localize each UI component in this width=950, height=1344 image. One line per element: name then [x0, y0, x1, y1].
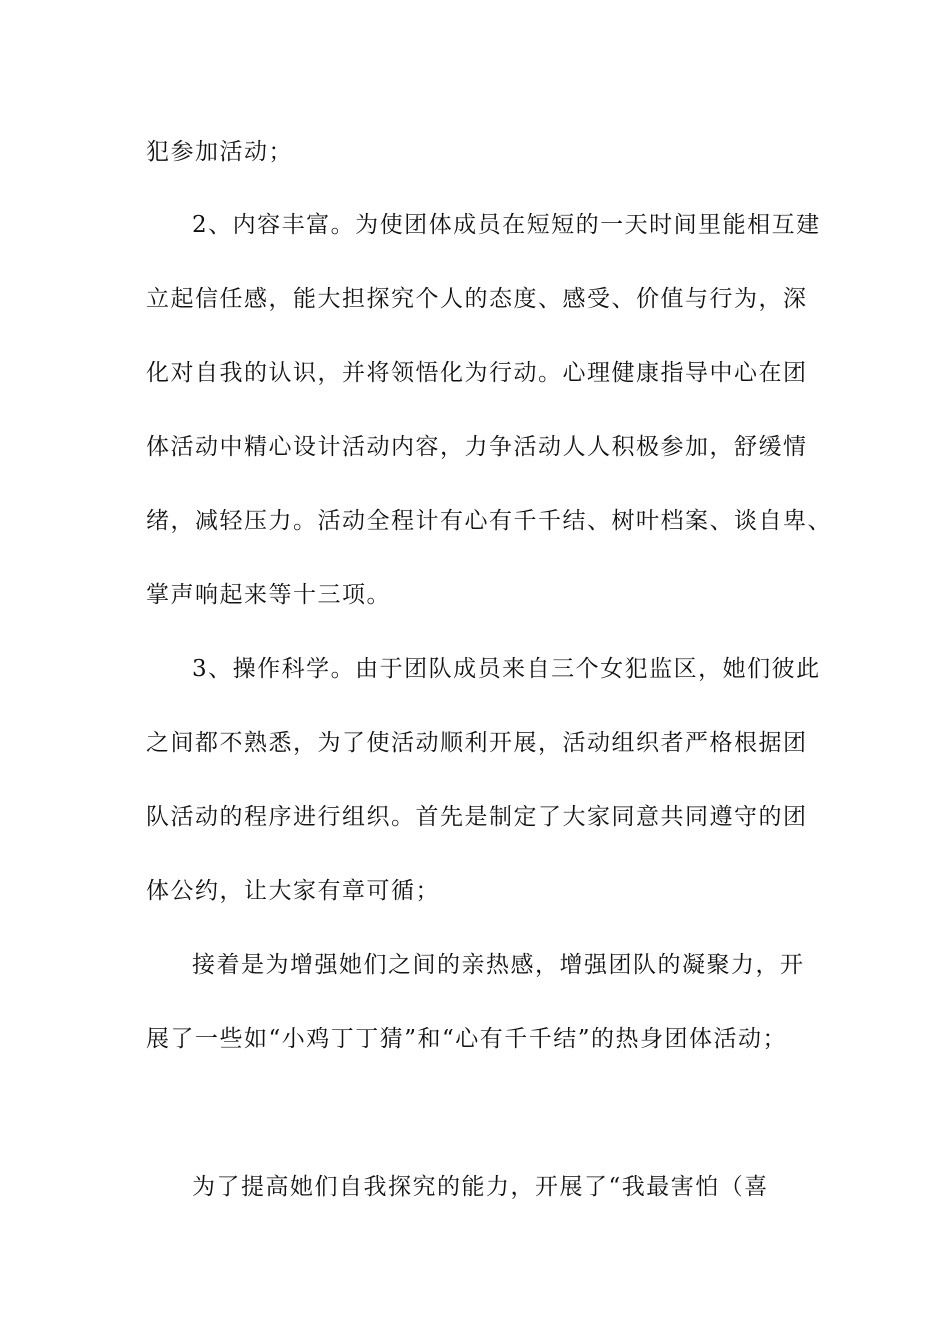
text-line: 体活动中精心设计活动内容，力争活动人人积极参加，舒缓情: [146, 434, 808, 460]
paragraph-start-line: 3、操作科学。由于团队成员来自三个女犯监区，她们彼此: [192, 656, 821, 682]
text-line: 立起信任感，能大担探究个人的态度、感受、价值与行为，深: [146, 286, 808, 312]
paragraph-start-line: 为了提高她们自我探究的能力，开展了“我最害怕（喜: [192, 1174, 769, 1200]
text-line: 犯参加活动；: [146, 139, 293, 165]
text-line: 绪，减轻压力。活动全程计有心有千千结、树叶档案、谈自卑、: [146, 508, 832, 534]
text-line: 掌声响起来等十三项。: [146, 582, 391, 608]
text-line: 体公约，让大家有章可循；: [146, 878, 440, 904]
text-line: 队活动的程序进行组织。首先是制定了大家同意共同遵守的团: [146, 804, 808, 830]
paragraph-start-line: 接着是为增强她们之间的亲热感，增强团队的凝聚力，开: [192, 952, 805, 978]
text-line: 展了一些如“小鸡丁丁猜”和“心有千千结”的热身团体活动；: [146, 1026, 788, 1052]
paragraph-start-line: 2、内容丰富。为使团体成员在短短的一天时间里能相互建: [192, 212, 821, 238]
text-line: 之间都不熟悉，为了使活动顺利开展，活动组织者严格根据团: [146, 730, 808, 756]
text-line: 化对自我的认识，并将领悟化为行动。心理健康指导中心在团: [146, 360, 808, 386]
